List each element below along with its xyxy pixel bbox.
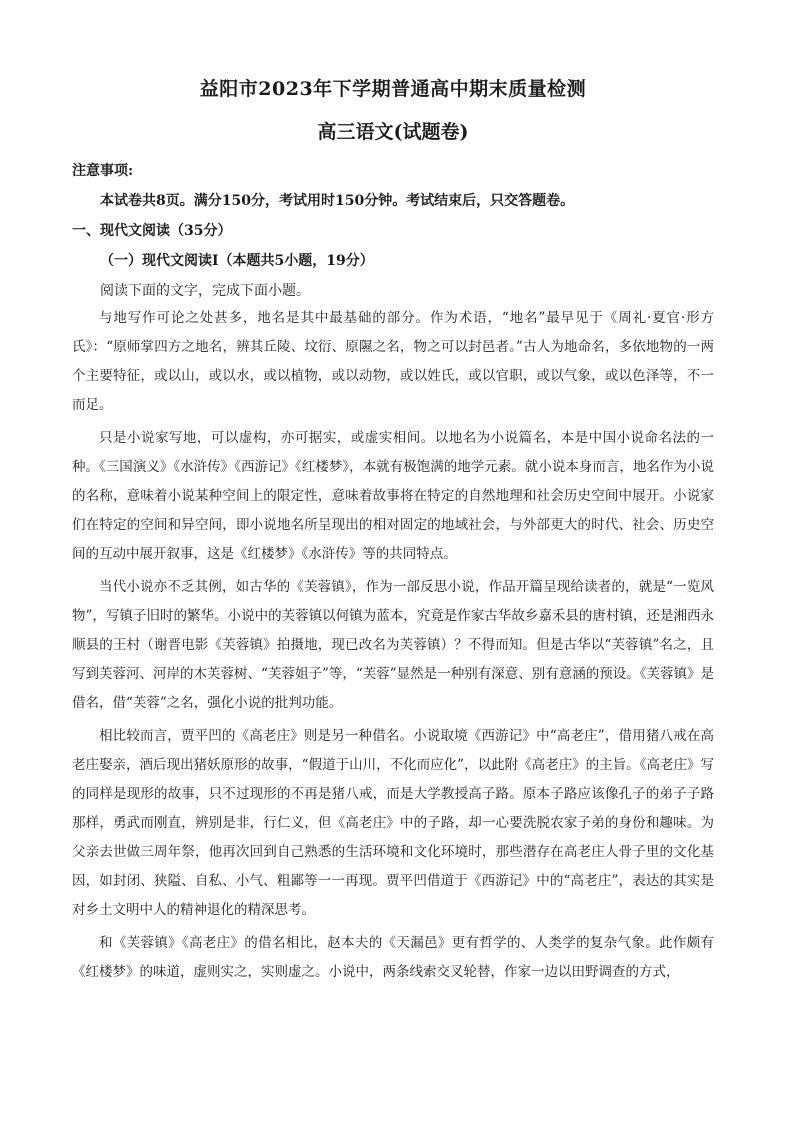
passage [72,304,714,987]
passage-paragraph-1: 与地写作可论之处甚多，地名是其中最基础的部分。作为术语，“地名”最早见于《周礼·夏官·形方氏》：“原师掌四方之地名，辨其丘陵、坟衍、原隰之名，物之可以封邑者。”古人为地命名，多依地物的一两个主要特征，或以山，或以水，或以植物，或以动物，或以姓氏，或以官职，或以气象，或以色泽等，不一而足。 [72,310,714,413]
passage-paragraph-4: 相比较而言，贾平凹的《高老庄》则是另一种借名。小说取境《西游记》中“高老庄”，借用猪八戒在高老庄娶亲，酒后现出猪妖原形的故事，“假道于山川，不化而应化”，以此附《高老庄》的主旨。《高老庄》写的同样是现形的故事，只不过现形的不再是猪八戒，而是大学教授高子路。原本子路应该像孔子的弟子子路那样，勇武而刚直，辨别是非，行仁义，但《高老庄》中的子路，却一心要洗脱农家子弟的身份和趣味。为父亲去世做三周年祭，他再次回到自己熟悉的生活环境和文化环境时，那些潜存在高老庄人骨子里的文化基因，如封闭、狭隘、自私、小气、粗鄙等一一再现。贾平凹借道于《西游记》中的“高老庄”，表达的其实是对乡土文明中人的精神退化的精深思考。 [72,728,714,918]
subsection-heading: （一）现代文阅读Ⅰ（本题共5小题，19分） [100,253,374,269]
passage-paragraph-3: 当代小说亦不乏其例，如古华的《芙蓉镇》，作为一部反思小说，作品开篇呈现给读者的，就是“一览风物”，写镇子旧时的繁华。小说中的芙蓉镇以何镇为蓝本，究竟是作家古华故乡嘉禾县的唐村镇，还是湘西永顺县的王村（谢晋电影《芙蓉镇》拍摄地，现已改名为芙蓉镇）？不得而知。但是古华以“芙蓉镇”名之，且写到芙蓉河、河岸的木芙蓉树、“芙蓉姐子”等，“芙蓉”显然是一种别有深意、别有意涵的预设。《芙蓉镇》是借名，借“芙蓉”之名，强化小说的批判功能。 [72,579,714,711]
exam-title: 益阳市2023年下学期普通高中期末质量检测 [199,78,587,100]
notice-heading: 注意事项: [72,163,134,179]
section-heading: 一、现代文阅读（35分） [72,223,232,239]
exam-subtitle: 高三语文(试题卷) [317,121,469,143]
passage-paragraph-2: 只是小说家写地，可以虚构，亦可据实，或虚实相间。以地名为小说篇名，本是中国小说命名法的一种。《三国演义》《水浒传》《西游记》《红楼梦》，本就有极饱满的地学元素。就小说本身而言，地名作为小说的名称，意味着小说某种空间上的限定性，意味着故事将在特定的自然地理和社会历史空间中展开。小说家们在特定的空间和异空间，即小说地名所呈现出的相对固定的地域社会，与外部更大的时代、社会、历史空间的互动中展开叙事，这是《红楼梦》《水浒传》等的共同特点。 [72,430,714,562]
notice-text: 本试卷共8页。满分150分，考试用时150分钟。考试结束后，只交答题卷。 [100,193,575,209]
passage-paragraph-5: 和《芙蓉镇》《高老庄》的借名相比，赵本夫的《天漏邑》更有哲学的、人类学的复杂气象。此作颇有《红楼梦》的味道，虚则实之，实则虚之。小说中，两条线索交叉轮替，作家一边以田野调查的方式， [72,935,714,980]
reading-instruction: 阅读下面的文字，完成下面小题。 [100,283,310,299]
